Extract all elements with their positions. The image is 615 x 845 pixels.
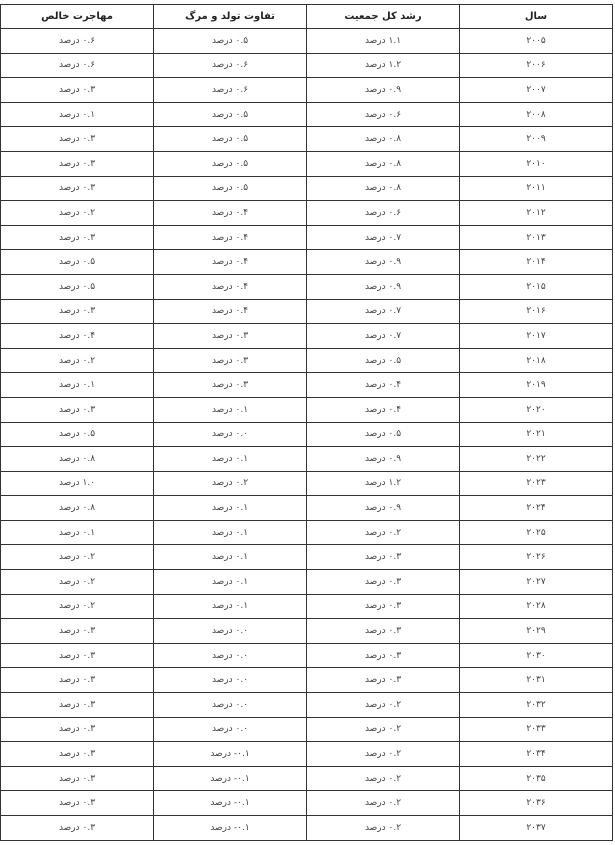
table-row — [1, 594, 613, 619]
cell-year: ۲۰۱۵ — [460, 274, 613, 299]
cell-total-growth: ۰.۶ درصد — [307, 201, 460, 226]
cell-total-growth: ۰.۹ درصد — [307, 78, 460, 103]
cell-year: ۲۰۲۵ — [460, 520, 613, 545]
table-row — [1, 422, 613, 447]
cell-net-migration: ۰.۳ درصد — [1, 78, 154, 103]
cell-total-growth: ۰.۵ درصد — [307, 422, 460, 447]
cell-natural-increase: ۰.۵ درصد — [154, 102, 307, 127]
table-row — [1, 520, 613, 545]
cell-net-migration: ۰.۶ درصد — [1, 53, 154, 78]
cell-natural-increase: ۰.۶ درصد — [154, 53, 307, 78]
table-row — [1, 643, 613, 668]
cell-year: ۲۰۱۰ — [460, 151, 613, 176]
cell-net-migration: ۰.۳ درصد — [1, 668, 154, 693]
cell-natural-increase: ۰.۳ درصد — [154, 373, 307, 398]
cell-total-growth: ۰.۴ درصد — [307, 397, 460, 422]
cell-year: ۲۰۱۴ — [460, 250, 613, 275]
table-row — [1, 570, 613, 595]
cell-natural-increase: ۰.۵ درصد — [154, 29, 307, 54]
cell-natural-increase: ۰.۱- درصد — [154, 742, 307, 767]
cell-net-migration: ۰.۳ درصد — [1, 791, 154, 816]
cell-natural-increase: ۰.۰ درصد — [154, 619, 307, 644]
cell-net-migration: ۰.۱ درصد — [1, 102, 154, 127]
cell-total-growth: ۰.۷ درصد — [307, 299, 460, 324]
cell-year: ۲۰۳۰ — [460, 643, 613, 668]
cell-net-migration: ۰.۳ درصد — [1, 397, 154, 422]
header-natural-increase: تفاوت تولد و مرگ — [154, 5, 307, 29]
cell-natural-increase: ۰.۱ درصد — [154, 397, 307, 422]
table-row — [1, 619, 613, 644]
cell-net-migration: ۰.۳ درصد — [1, 151, 154, 176]
cell-natural-increase: ۰.۴ درصد — [154, 274, 307, 299]
cell-total-growth: ۰.۲ درصد — [307, 791, 460, 816]
cell-year: ۲۰۲۱ — [460, 422, 613, 447]
cell-year: ۲۰۰۸ — [460, 102, 613, 127]
cell-year: ۲۰۱۲ — [460, 201, 613, 226]
cell-total-growth: ۰.۸ درصد — [307, 127, 460, 152]
cell-net-migration: ۰.۳ درصد — [1, 766, 154, 791]
header-total-growth: رشد کل جمعیت — [307, 5, 460, 29]
cell-total-growth: ۰.۹ درصد — [307, 447, 460, 472]
cell-net-migration: ۱.۰ درصد — [1, 471, 154, 496]
table-row — [1, 176, 613, 201]
cell-year: ۲۰۱۱ — [460, 176, 613, 201]
cell-total-growth: ۰.۲ درصد — [307, 742, 460, 767]
cell-natural-increase: ۰.۴ درصد — [154, 225, 307, 250]
cell-year: ۲۰۳۲ — [460, 693, 613, 718]
cell-total-growth: ۰.۸ درصد — [307, 176, 460, 201]
cell-year: ۲۰۰۶ — [460, 53, 613, 78]
cell-natural-increase: ۰.۴ درصد — [154, 201, 307, 226]
cell-net-migration: ۰.۳ درصد — [1, 176, 154, 201]
table-row — [1, 668, 613, 693]
cell-year: ۲۰۳۵ — [460, 766, 613, 791]
header-net-migration: مهاجرت خالص — [1, 5, 154, 29]
cell-year: ۲۰۲۰ — [460, 397, 613, 422]
cell-total-growth: ۰.۳ درصد — [307, 545, 460, 570]
cell-year: ۲۰۲۹ — [460, 619, 613, 644]
table-row — [1, 299, 613, 324]
cell-total-growth: ۱.۲ درصد — [307, 53, 460, 78]
cell-total-growth: ۰.۹ درصد — [307, 274, 460, 299]
cell-year: ۲۰۱۹ — [460, 373, 613, 398]
table-row — [1, 225, 613, 250]
cell-natural-increase: ۰.۳ درصد — [154, 324, 307, 349]
cell-net-migration: ۰.۲ درصد — [1, 570, 154, 595]
cell-total-growth: ۱.۲ درصد — [307, 471, 460, 496]
cell-total-growth: ۰.۲ درصد — [307, 520, 460, 545]
cell-natural-increase: ۰.۰ درصد — [154, 643, 307, 668]
cell-natural-increase: ۰.۱ درصد — [154, 594, 307, 619]
cell-net-migration: ۰.۸ درصد — [1, 496, 154, 521]
cell-year: ۲۰۰۵ — [460, 29, 613, 54]
cell-total-growth: ۰.۳ درصد — [307, 619, 460, 644]
cell-natural-increase: ۰.۱- درصد — [154, 791, 307, 816]
cell-total-growth: ۰.۳ درصد — [307, 668, 460, 693]
cell-year: ۲۰۲۲ — [460, 447, 613, 472]
cell-natural-increase: ۰.۴ درصد — [154, 299, 307, 324]
cell-year: ۲۰۲۸ — [460, 594, 613, 619]
cell-natural-increase: ۰.۵ درصد — [154, 151, 307, 176]
cell-net-migration: ۰.۳ درصد — [1, 619, 154, 644]
cell-total-growth: ۱.۱ درصد — [307, 29, 460, 54]
cell-year: ۲۰۳۶ — [460, 791, 613, 816]
table-row — [1, 447, 613, 472]
cell-net-migration: ۰.۳ درصد — [1, 717, 154, 742]
cell-natural-increase: ۰.۱- درصد — [154, 816, 307, 841]
table-row — [1, 816, 613, 841]
table-row — [1, 151, 613, 176]
cell-total-growth: ۰.۲ درصد — [307, 693, 460, 718]
table-row — [1, 324, 613, 349]
cell-natural-increase: ۰.۵ درصد — [154, 127, 307, 152]
cell-total-growth: ۰.۳ درصد — [307, 643, 460, 668]
cell-natural-increase: ۰.۴ درصد — [154, 250, 307, 275]
cell-net-migration: ۰.۱ درصد — [1, 520, 154, 545]
table-row — [1, 29, 613, 54]
cell-total-growth: ۰.۲ درصد — [307, 766, 460, 791]
table-row — [1, 348, 613, 373]
table-row — [1, 742, 613, 767]
cell-net-migration: ۰.۳ درصد — [1, 816, 154, 841]
cell-total-growth: ۰.۷ درصد — [307, 324, 460, 349]
cell-total-growth: ۰.۴ درصد — [307, 373, 460, 398]
cell-net-migration: ۰.۲ درصد — [1, 348, 154, 373]
cell-net-migration: ۰.۳ درصد — [1, 127, 154, 152]
cell-natural-increase: ۰.۳ درصد — [154, 348, 307, 373]
cell-net-migration: ۰.۳ درصد — [1, 299, 154, 324]
table-row — [1, 693, 613, 718]
cell-natural-increase: ۰.۰ درصد — [154, 693, 307, 718]
cell-year: ۲۰۰۹ — [460, 127, 613, 152]
cell-natural-increase: ۰.۰ درصد — [154, 422, 307, 447]
cell-natural-increase: ۰.۱ درصد — [154, 447, 307, 472]
cell-total-growth: ۰.۹ درصد — [307, 496, 460, 521]
cell-year: ۲۰۱۷ — [460, 324, 613, 349]
cell-net-migration: ۰.۸ درصد — [1, 447, 154, 472]
table-row — [1, 250, 613, 275]
cell-year: ۲۰۳۷ — [460, 816, 613, 841]
cell-year: ۲۰۲۷ — [460, 570, 613, 595]
cell-year: ۲۰۰۷ — [460, 78, 613, 103]
cell-net-migration: ۰.۳ درصد — [1, 693, 154, 718]
cell-net-migration: ۰.۳ درصد — [1, 643, 154, 668]
cell-total-growth: ۰.۳ درصد — [307, 570, 460, 595]
cell-year: ۲۰۳۳ — [460, 717, 613, 742]
table-row — [1, 791, 613, 816]
table-row — [1, 78, 613, 103]
cell-net-migration: ۰.۲ درصد — [1, 594, 154, 619]
table-row — [1, 766, 613, 791]
cell-total-growth: ۰.۲ درصد — [307, 717, 460, 742]
table-body — [1, 29, 613, 841]
cell-year: ۲۰۱۸ — [460, 348, 613, 373]
cell-total-growth: ۰.۹ درصد — [307, 250, 460, 275]
cell-natural-increase: ۰.۱- درصد — [154, 766, 307, 791]
population-growth-table — [0, 4, 613, 841]
cell-total-growth: ۰.۷ درصد — [307, 225, 460, 250]
cell-net-migration: ۰.۳ درصد — [1, 742, 154, 767]
table-header-row — [1, 5, 613, 29]
cell-natural-increase: ۰.۵ درصد — [154, 176, 307, 201]
cell-total-growth: ۰.۸ درصد — [307, 151, 460, 176]
table-row — [1, 717, 613, 742]
cell-total-growth: ۰.۵ درصد — [307, 348, 460, 373]
table-row — [1, 471, 613, 496]
cell-net-migration: ۰.۲ درصد — [1, 201, 154, 226]
table-row — [1, 496, 613, 521]
table-row — [1, 545, 613, 570]
cell-natural-increase: ۰.۱ درصد — [154, 545, 307, 570]
cell-year: ۲۰۱۳ — [460, 225, 613, 250]
table-row — [1, 397, 613, 422]
cell-net-migration: ۰.۶ درصد — [1, 29, 154, 54]
cell-net-migration: ۰.۳ درصد — [1, 225, 154, 250]
cell-net-migration: ۰.۵ درصد — [1, 250, 154, 275]
cell-natural-increase: ۰.۱ درصد — [154, 520, 307, 545]
cell-total-growth: ۰.۳ درصد — [307, 594, 460, 619]
cell-total-growth: ۰.۲ درصد — [307, 816, 460, 841]
cell-net-migration: ۰.۱ درصد — [1, 373, 154, 398]
cell-natural-increase: ۰.۱ درصد — [154, 570, 307, 595]
cell-natural-increase: ۰.۰ درصد — [154, 668, 307, 693]
cell-net-migration: ۰.۴ درصد — [1, 324, 154, 349]
cell-year: ۲۰۲۴ — [460, 496, 613, 521]
table-row — [1, 53, 613, 78]
cell-total-growth: ۰.۶ درصد — [307, 102, 460, 127]
cell-year: ۲۰۲۳ — [460, 471, 613, 496]
cell-year: ۲۰۲۶ — [460, 545, 613, 570]
header-year: سال — [460, 5, 613, 29]
table-row — [1, 102, 613, 127]
table-row — [1, 201, 613, 226]
cell-natural-increase: ۰.۰ درصد — [154, 717, 307, 742]
cell-year: ۲۰۱۶ — [460, 299, 613, 324]
table-row — [1, 274, 613, 299]
cell-year: ۲۰۳۱ — [460, 668, 613, 693]
cell-natural-increase: ۰.۲ درصد — [154, 471, 307, 496]
cell-natural-increase: ۰.۶ درصد — [154, 78, 307, 103]
cell-net-migration: ۰.۵ درصد — [1, 274, 154, 299]
cell-net-migration: ۰.۲ درصد — [1, 545, 154, 570]
cell-net-migration: ۰.۵ درصد — [1, 422, 154, 447]
cell-natural-increase: ۰.۱ درصد — [154, 496, 307, 521]
cell-year: ۲۰۳۴ — [460, 742, 613, 767]
table-row — [1, 127, 613, 152]
table-row — [1, 373, 613, 398]
